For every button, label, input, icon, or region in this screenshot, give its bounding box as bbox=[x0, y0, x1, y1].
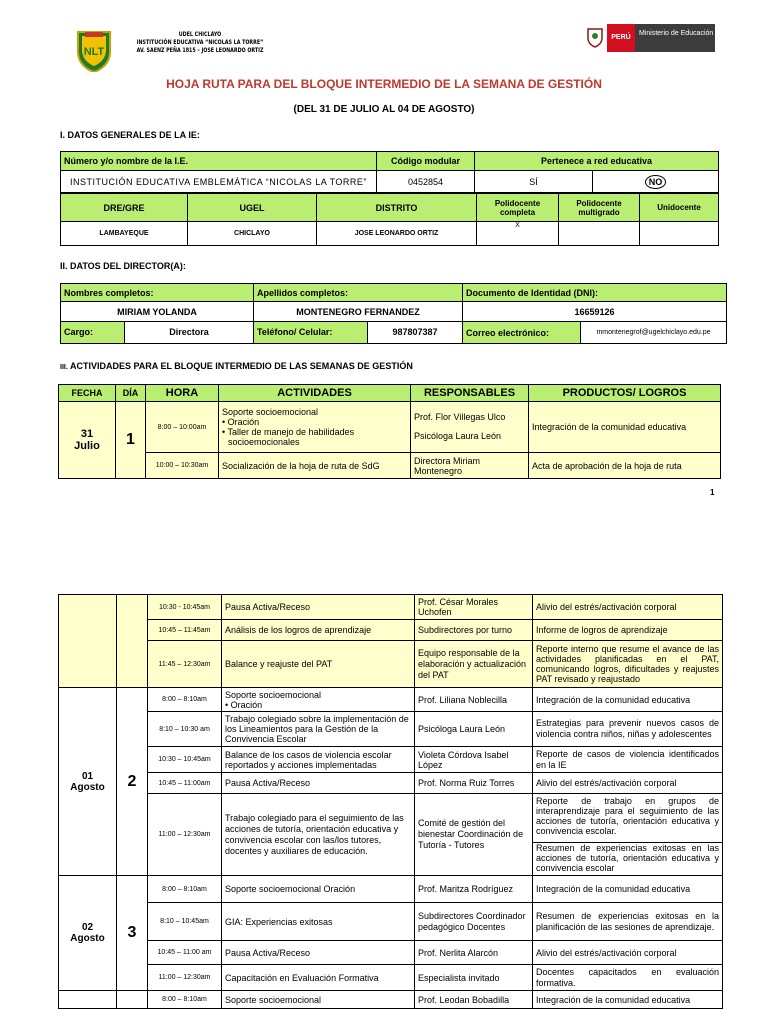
h-ugel: UGEL bbox=[188, 194, 317, 222]
activities-table-page2 bbox=[58, 594, 723, 1009]
d3r4-resp: Especialista invitado bbox=[415, 965, 533, 991]
cargo-cell bbox=[61, 322, 254, 344]
h-code: Código modular bbox=[377, 152, 475, 171]
d1r2-act: Socialización de la hoja de ruta de SdG bbox=[219, 453, 411, 479]
header-line1: UDEL CHICLAYO bbox=[178, 31, 222, 38]
d2r2-act: Trabajo colegiado sobre la implementación de los Lineamientos para la Gestión de la Convivencia Escolar bbox=[222, 712, 415, 747]
v-dre: LAMBAYEQUE bbox=[61, 222, 188, 246]
h-dre: DRE/GRE bbox=[61, 194, 188, 222]
d2r2-resp: Psicóloga Laura León bbox=[415, 712, 533, 747]
d3r1-hora: 8:00 – 8:10am bbox=[148, 876, 222, 903]
p2r2-act: Análisis de los logros de aprendizaje bbox=[222, 620, 415, 641]
v-no: NO bbox=[645, 175, 667, 189]
section1-heading: I. DATOS GENERALES DE LA IE: bbox=[60, 130, 200, 140]
d2r5-resp: Comité de gestión del bienestar Coordinación de Tutoría - Tutores bbox=[415, 794, 533, 876]
v-ie-name: INSTITUCIÓN EDUCATIVA EMBLEMÁTICA “NICOLAS LA TORRE” bbox=[61, 171, 377, 193]
h-poli: Polidocente completa bbox=[477, 194, 559, 222]
d3r1-prod: Integración de la comunidad educativa bbox=[533, 876, 723, 903]
v-dni: 16659126 bbox=[463, 302, 727, 322]
d2r1-act-b1: • Oración bbox=[225, 699, 263, 710]
d3r3-prod: Alivio del estrés/activación corporal bbox=[533, 941, 723, 965]
p2r1-resp: Prof. César Morales Uchofen bbox=[415, 595, 533, 620]
school-logo bbox=[74, 28, 114, 72]
v-multi bbox=[559, 222, 640, 246]
d3r4-prod: Docentes capacitados en evaluación formativa. bbox=[533, 965, 723, 991]
d2r4-prod: Alivio del estrés/activación corporal bbox=[533, 773, 723, 794]
d3r4-act: Capacitación en Evaluación Formativa bbox=[222, 965, 415, 991]
d2r1-resp: Prof. Liliana Noblecilla bbox=[415, 688, 533, 712]
d2r1-act bbox=[222, 688, 415, 712]
h-tel: Teléfono/ Celular: bbox=[254, 322, 368, 343]
d4r1-hora: 8:00 – 8:10am bbox=[148, 991, 222, 1009]
d3r4-hora: 11:00 – 12:30am bbox=[148, 965, 222, 991]
d1r1-act-b2: • Taller de manejo de habilidades socioemocionales bbox=[222, 427, 355, 447]
d3r2-hora: 8:10 – 10:45am bbox=[148, 903, 222, 941]
d1r1-act-title: Soporte socioemocional bbox=[222, 407, 319, 417]
d4r1-act: Soporte socioemocional bbox=[222, 991, 415, 1009]
v-nombres: MIRIAM YOLANDA bbox=[61, 302, 254, 322]
h-nombres: Nombres completos: bbox=[61, 284, 254, 302]
v-si: SÍ bbox=[475, 171, 593, 193]
page-subtitle: (DEL 31 DE JULIO AL 04 DE AGOSTO) bbox=[293, 104, 475, 115]
p2r2-hora: 10:45 – 11:45am bbox=[148, 620, 222, 641]
d4r1-resp: Prof. Leodan Bobadilla bbox=[415, 991, 533, 1009]
d2-fecha: 01 Agosto bbox=[59, 688, 117, 876]
tel-cell bbox=[254, 322, 463, 344]
v-ugel: CHICLAYO bbox=[188, 222, 317, 246]
d1r1-resp2: Psicóloga Laura León bbox=[414, 431, 502, 441]
ie-table bbox=[60, 151, 719, 193]
section2-heading: II. DATOS DEL DIRECTOR(A): bbox=[60, 261, 186, 271]
d2r1-hora: 8:00 – 8:10am bbox=[148, 688, 222, 712]
h-uni: Unidocente bbox=[640, 194, 719, 222]
h-responsables: RESPONSABLES bbox=[411, 385, 529, 402]
h-ie-name: Número y/o nombre de la I.E. bbox=[61, 152, 377, 171]
d1r2-resp: Directora Miriam Montenegro bbox=[411, 453, 529, 479]
d1r2-hora: 10:00 – 10:30am bbox=[146, 453, 219, 479]
d3r1-resp: Prof. Maritza Rodríguez bbox=[415, 876, 533, 903]
d4-dia bbox=[117, 991, 148, 1009]
v-cargo: Directora bbox=[169, 327, 209, 337]
d1r1-act-b1: • Oración bbox=[222, 417, 260, 427]
d3r2-act: GIA: Experiencias exitosas bbox=[222, 903, 415, 941]
d2r4-resp: Prof. Norma Ruiz Torres bbox=[415, 773, 533, 794]
p2r3-resp: Equipo responsable de la elaboración y actualización del PAT bbox=[415, 641, 533, 688]
d2r3-act: Balance de los casos de violencia escolar reportados y acciones implementadas bbox=[222, 747, 415, 773]
d1r1-prod: Integración de la comunidad educativa bbox=[529, 402, 721, 453]
ministry-logo bbox=[585, 24, 715, 52]
v-distrito: JOSE LEONARDO ORTIZ bbox=[317, 222, 477, 246]
header-line3: AV. SAENZ PEÑA 1815 – JOSE LEONARDO ORTIZ bbox=[136, 47, 264, 54]
h-productos: PRODUCTOS/ LOGROS bbox=[529, 385, 721, 402]
v-correo: mmontenegrof@ugelchiclayo.edu.pe bbox=[581, 322, 727, 344]
v-uni bbox=[640, 222, 719, 246]
v-poli: X bbox=[477, 222, 559, 246]
d1-fecha: 31 Julio bbox=[59, 402, 116, 479]
d3r2-resp: Subdirectores Coordinador pedagógico Docentes bbox=[415, 903, 533, 941]
h-multi: Polidocente multigrado bbox=[559, 194, 640, 222]
d3r3-hora: 10:45 – 11:00 am bbox=[148, 941, 222, 965]
d2r2-prod: Estrategias para prevenir nuevos casos de violencia contra niños, niñas y adolescentes bbox=[533, 712, 723, 747]
d3r2-prod: Resumen de experiencias exitosas en la planificación de las sesiones de aprendizaje. bbox=[533, 903, 723, 941]
d1r1-resp bbox=[411, 402, 529, 453]
p2-dia-cont bbox=[117, 595, 148, 688]
h-dni: Documento de Identidad (DNI): bbox=[463, 284, 727, 302]
section3-heading bbox=[60, 361, 413, 371]
v-no-cell bbox=[593, 171, 719, 193]
section3-roman: III. bbox=[60, 364, 68, 371]
d2r5-act: Trabajo colegiado para el seguimiento de las acciones de tutoría, orientación educativa y convivencia escolar con las/los tutores, docentes y auxiliares de educación. bbox=[222, 794, 415, 876]
p2r1-act: Pausa Activa/Receso bbox=[222, 595, 415, 620]
h-actividades: ACTIVIDADES bbox=[219, 385, 411, 402]
director-table bbox=[60, 283, 727, 344]
d2r4-act: Pausa Activa/Receso bbox=[222, 773, 415, 794]
h-correo: Correo electrónico: bbox=[463, 322, 581, 344]
h-distrito: DISTRITO bbox=[317, 194, 477, 222]
d4r1-prod: Integración de la comunidad educativa bbox=[533, 991, 723, 1009]
d2r5-hora: 11:00 – 12:30am bbox=[148, 794, 222, 876]
p2r1-prod: Alivio del estrés/activación corporal bbox=[533, 595, 723, 620]
h-cargo: Cargo: bbox=[61, 322, 125, 343]
v-apellidos: MONTENEGRO FERNANDEZ bbox=[254, 302, 463, 322]
d3-dia: 3 bbox=[117, 876, 148, 991]
h-apellidos: Apellidos completos: bbox=[254, 284, 463, 302]
d2r2-hora: 8:10 – 10:30 am bbox=[148, 712, 222, 747]
h-fecha: FECHA bbox=[59, 385, 116, 402]
p2r2-resp: Subdirectores por turno bbox=[415, 620, 533, 641]
d2r1-prod: Integración de la comunidad educativa bbox=[533, 688, 723, 712]
peru-label: PERÚ bbox=[607, 24, 635, 52]
p2r1-hora: 10:30 - 10:45am bbox=[148, 595, 222, 620]
d1r1-resp1: Prof. Flor Villegas Ulco bbox=[414, 412, 506, 422]
p2r2-prod: Informe de logros de aprendizaje bbox=[533, 620, 723, 641]
svg-text:NLT: NLT bbox=[83, 46, 105, 58]
d2r3-prod: Reporte de casos de violencia identificados en la IE bbox=[533, 747, 723, 773]
peru-shield-icon bbox=[585, 26, 605, 48]
h-hora: HORA bbox=[146, 385, 219, 402]
page-number: 1 bbox=[710, 488, 715, 497]
d2r3-resp: Violeta Córdova Isabel López bbox=[415, 747, 533, 773]
school-header bbox=[128, 31, 272, 55]
header-line2: INSTITUCIÓN EDUCATIVA “NICOLAS LA TORRE” bbox=[136, 39, 264, 46]
activities-table-day1 bbox=[58, 384, 721, 479]
d2r5-prod bbox=[533, 794, 723, 876]
v-code: 0452854 bbox=[377, 171, 475, 193]
h-dia: DÍA bbox=[116, 385, 146, 402]
p2r3-act: Balance y reajuste del PAT bbox=[222, 641, 415, 688]
d2r4-hora: 10:45 – 11:00am bbox=[148, 773, 222, 794]
h-network: Pertenece a red educativa bbox=[475, 152, 719, 171]
d3-fecha: 02 Agosto bbox=[59, 876, 117, 991]
p2r3-prod: Reporte interno que resume el avance de las actividades planificadas en el PAT, comunicando logros, dificultades y reajustes PAT revisado y reajustado bbox=[533, 641, 723, 688]
d1r1-act bbox=[219, 402, 411, 453]
d2r1-act-title: Soporte socioemocional bbox=[225, 689, 322, 700]
d2r3-hora: 10:30 – 10:45am bbox=[148, 747, 222, 773]
d4-fecha bbox=[59, 991, 117, 1009]
page-title: HOJA RUTA PARA DEL BLOQUE INTERMEDIO DE LA SEMANA DE GESTIÓN bbox=[166, 77, 602, 91]
d2r5-prod1: Reporte de trabajo en grupos de interaprendizaje para el seguimiento de las acciones de tutoría, orientación educativa y convivencia escolar. bbox=[533, 796, 722, 843]
location-table bbox=[60, 193, 719, 246]
d3r3-act: Pausa Activa/Receso bbox=[222, 941, 415, 965]
d2-dia: 2 bbox=[117, 688, 148, 876]
d3r3-resp: Prof. Nerlita Alarcón bbox=[415, 941, 533, 965]
ministry-label: Ministerio de Educación bbox=[635, 24, 715, 52]
p2r3-hora: 11:45 – 12:30am bbox=[148, 641, 222, 688]
d2r5-prod2: Resumen de experiencias exitosas en las acciones de tutoría, orientación educativa y convivencia escolar bbox=[536, 843, 719, 873]
d1r2-prod: Acta de aprobación de la hoja de ruta bbox=[529, 453, 721, 479]
d1-dia: 1 bbox=[116, 402, 146, 479]
d3r1-act: Soporte socioemocional Oración bbox=[222, 876, 415, 903]
d1r1-hora: 8:00 – 10:00am bbox=[146, 402, 219, 453]
v-tel: 987807387 bbox=[392, 327, 438, 337]
section3-title: ACTIVIDADES PARA EL BLOQUE INTERMEDIO DE LAS SEMANAS DE GESTIÓN bbox=[69, 361, 413, 371]
p2-fecha-cont bbox=[59, 595, 117, 688]
